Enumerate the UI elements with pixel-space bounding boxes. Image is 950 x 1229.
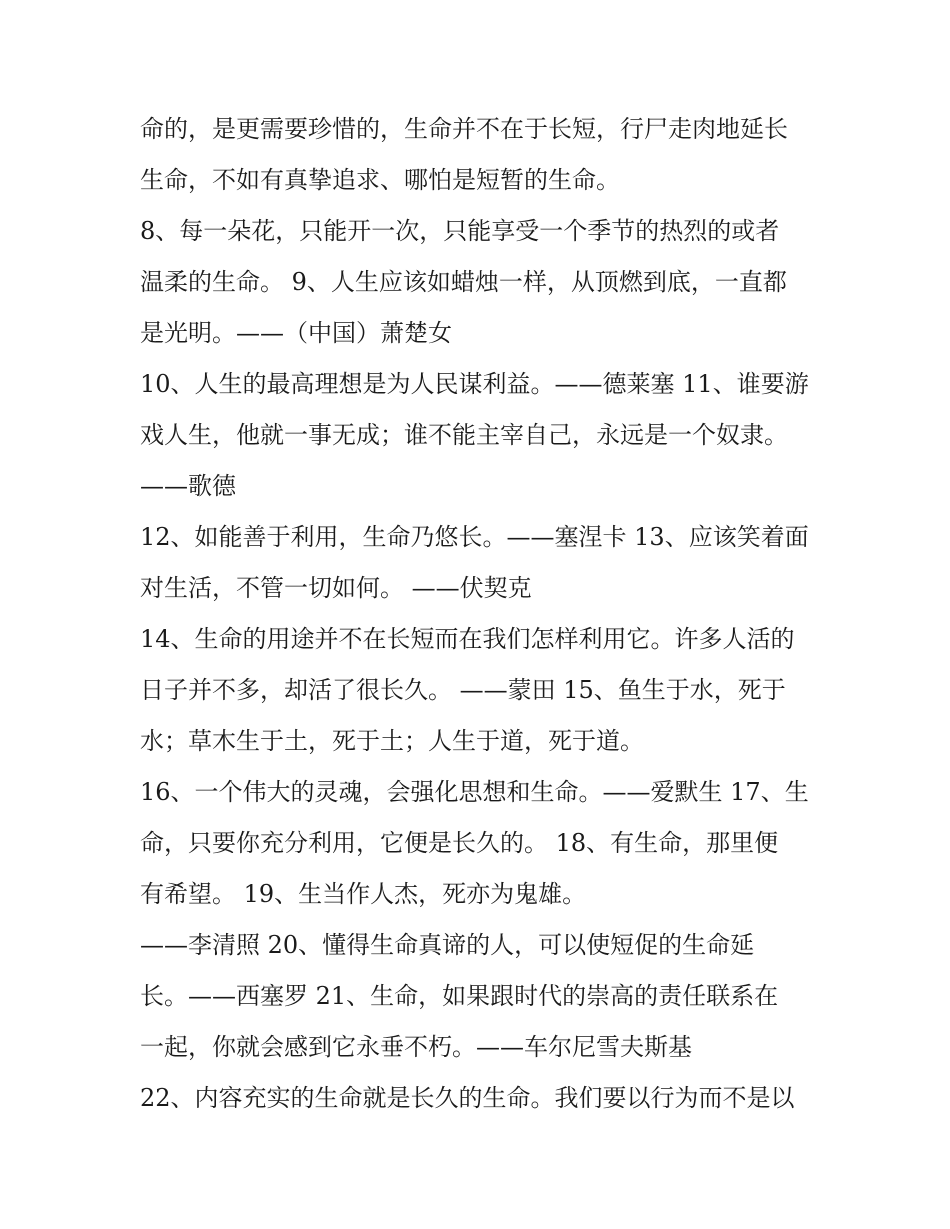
text-line: 温柔的生命。 9、人生应该如蜡烛一样，从顶燃到底，一直都 — [140, 268, 787, 296]
text-line: 命的，是更需要珍惜的，生命并不在于长短，行尸走肉地延长 — [140, 115, 788, 143]
text-line: 12、如能善于利用，生命乃悠长。——塞涅卡 13、应该笑着面 — [140, 523, 809, 551]
text-line: 命，只要你充分利用，它便是长久的。 18、有生命，那里便 — [140, 829, 779, 857]
text-line: 14、生命的用途并不在长短而在我们怎样利用它。许多人活的 — [140, 625, 795, 653]
text-line: 10、人生的最高理想是为人民谋利益。——德莱塞 11、谁要游 — [140, 370, 809, 398]
text-line: 戏人生，他就一事无成；谁不能主宰自己，永远是一个奴隶。 — [140, 421, 788, 449]
body-text — [140, 104, 820, 1124]
text-line: 8、每一朵花，只能开一次，只能享受一个季节的热烈的或者 — [140, 217, 780, 245]
text-line: 水；草木生于土，死于土；人生于道，死于道。 — [140, 727, 644, 755]
text-line: 生命，不如有真挚追求、哪怕是短暂的生命。 — [140, 166, 620, 194]
text-line: 22、内容充实的生命就是长久的生命。我们要以行为而不是以 — [140, 1084, 795, 1112]
text-line: 有希望。 19、生当作人杰，死亦为鬼雄。 — [140, 880, 587, 908]
text-line: 对生活，不管一切如何。 ——伏契克 — [140, 574, 532, 602]
text-line: 是光明。——（中国）萧楚女 — [140, 319, 452, 347]
text-line: 16、一个伟大的灵魂，会强化思想和生命。——爱默生 17、生 — [140, 778, 809, 806]
text-line: ——李清照 20、懂得生命真谛的人，可以使短促的生命延 — [140, 931, 755, 959]
text-line: ——歌德 — [140, 472, 236, 500]
text-line: 日子并不多，却活了很长久。 ——蒙田 15、鱼生于水，死于 — [140, 676, 786, 704]
text-line: 一起，你就会感到它永垂不朽。——车尔尼雪夫斯基 — [140, 1033, 692, 1061]
text-line: 长。——西塞罗 21、生命，如果跟时代的崇高的责任联系在 — [140, 982, 779, 1010]
